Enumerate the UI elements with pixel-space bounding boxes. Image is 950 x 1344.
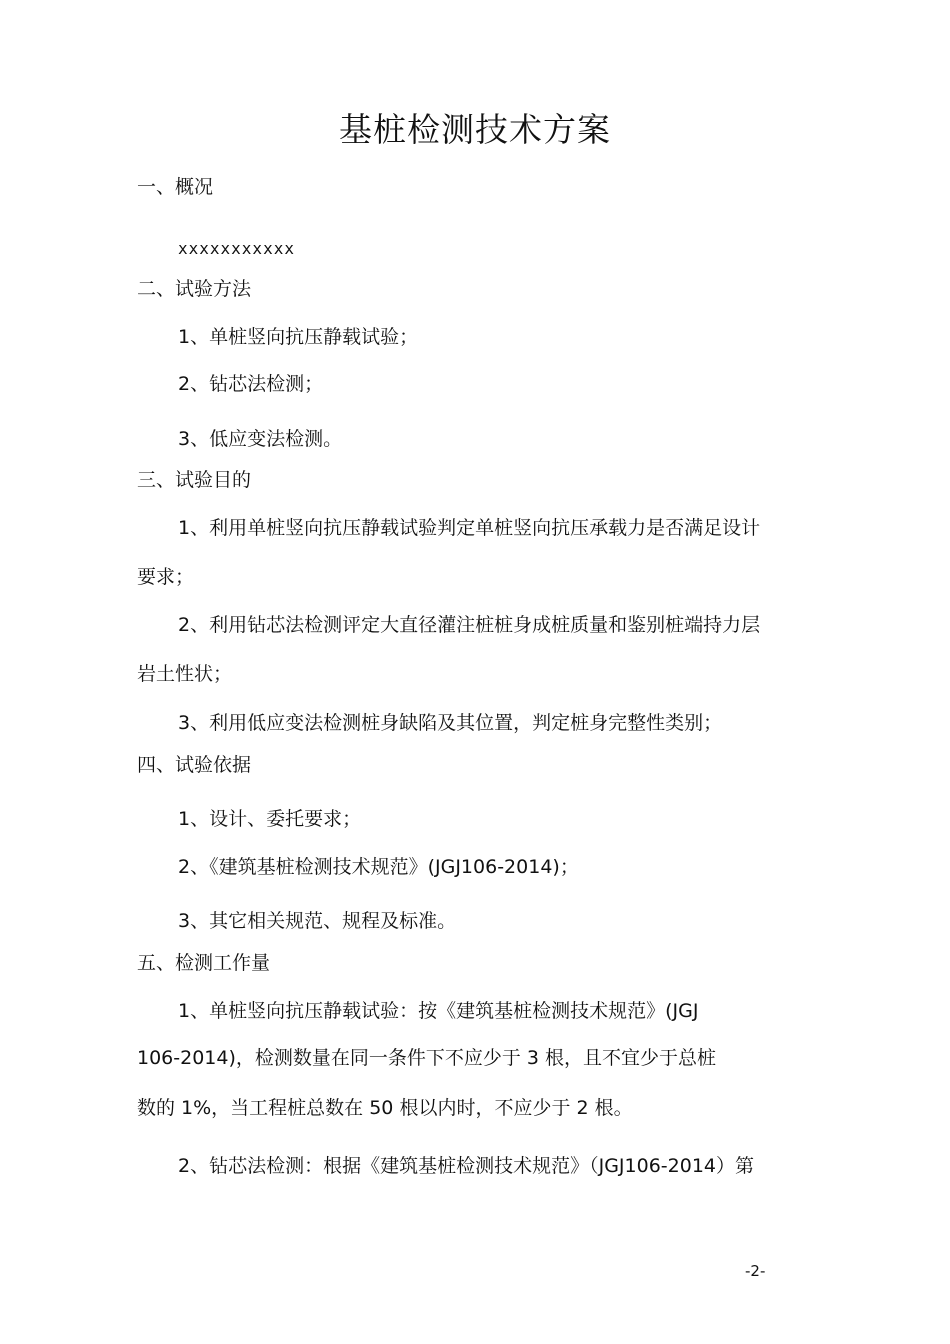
method-item-2: 2、钻芯法检测； bbox=[178, 373, 324, 395]
purpose-item-2: 2、利用钻芯法检测评定大直径灌注桩桩身成桩质量和鉴别桩端持力层 bbox=[178, 614, 761, 636]
workload-item-1-cont-2: 数的 1%，当工程桩总数在 50 根以内时，不应少于 2 根。 bbox=[137, 1097, 633, 1119]
section-heading-overview: 一、概况 bbox=[137, 176, 214, 198]
document-title: 基桩检测技术方案 bbox=[339, 110, 611, 149]
section-heading-basis: 四、试验依据 bbox=[137, 754, 252, 776]
page-number: -2- bbox=[745, 1262, 766, 1280]
method-item-3: 3、低应变法检测。 bbox=[178, 428, 343, 450]
section-heading-workload: 五、检测工作量 bbox=[137, 952, 271, 974]
basis-item-2: 2、《建筑基桩检测技术规范》(JGJ106-2014)； bbox=[178, 856, 579, 878]
purpose-item-1: 1、利用单桩竖向抗压静载试验判定单桩竖向抗压承载力是否满足设计 bbox=[178, 517, 761, 539]
method-item-1: 1、单桩竖向抗压静载试验； bbox=[178, 326, 419, 348]
workload-item-1: 1、单桩竖向抗压静载试验：按《建筑基桩检测技术规范》(JGJ bbox=[178, 1000, 699, 1022]
section-heading-methods: 二、试验方法 bbox=[137, 278, 252, 300]
section-heading-purpose: 三、试验目的 bbox=[137, 469, 252, 491]
workload-item-1-cont-1: 106-2014)，检测数量在同一条件下不应少于 3 根，且不宜少于总桩 bbox=[137, 1047, 717, 1069]
purpose-item-1-cont: 要求； bbox=[137, 566, 195, 588]
workload-item-2: 2、钻芯法检测：根据《建筑基桩检测技术规范》（JGJ106-2014）第 bbox=[178, 1155, 754, 1177]
basis-item-3: 3、其它相关规范、规程及标准。 bbox=[178, 910, 457, 932]
basis-item-1: 1、设计、委托要求； bbox=[178, 808, 362, 830]
purpose-item-3: 3、利用低应变法检测桩身缺陷及其位置，判定桩身完整性类别； bbox=[178, 712, 723, 734]
overview-text: xxxxxxxxxxx bbox=[178, 239, 295, 258]
purpose-item-2-cont: 岩土性状； bbox=[137, 663, 233, 685]
